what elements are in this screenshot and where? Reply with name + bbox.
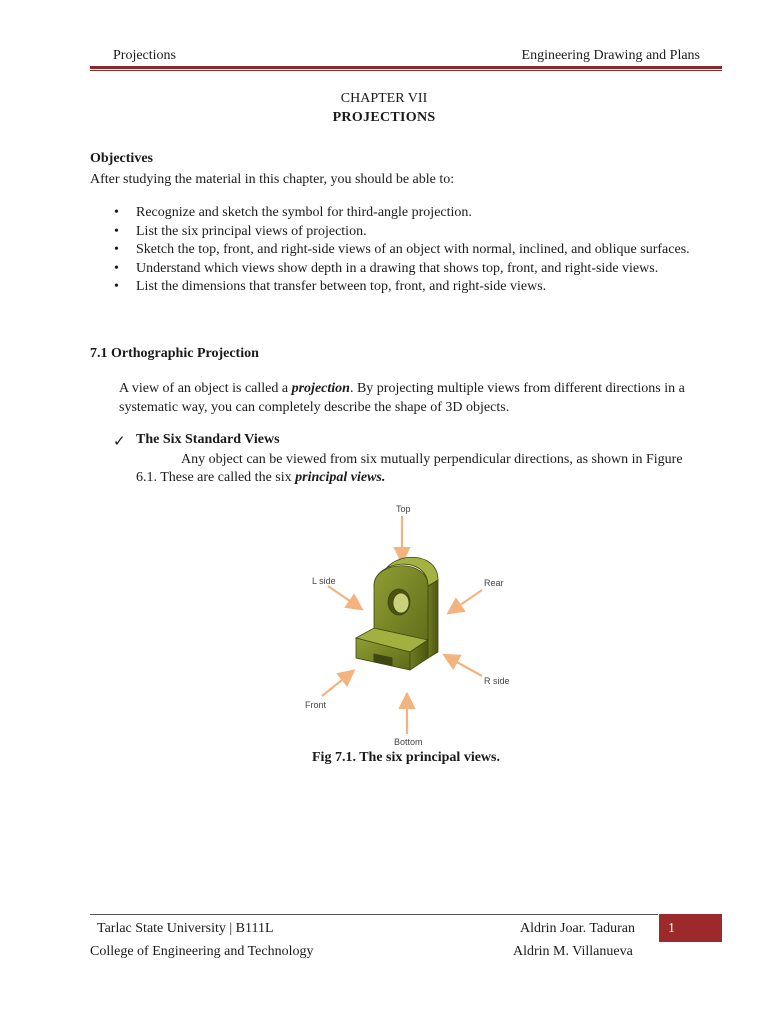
page-number: 1 bbox=[668, 921, 675, 936]
footer-author-2: Aldrin M. Villanueva bbox=[513, 944, 633, 959]
label-front: Front bbox=[305, 700, 327, 710]
header-divider-thin bbox=[90, 70, 722, 71]
objectives-heading: Objectives bbox=[90, 151, 153, 166]
label-top: Top bbox=[396, 504, 411, 514]
checkmark-icon: ✓ bbox=[113, 434, 126, 450]
objectives-intro: After studying the material in this chapter, you should be able to: bbox=[90, 172, 455, 187]
arrow-lside bbox=[328, 586, 360, 608]
bullet-icon: • bbox=[114, 260, 119, 276]
list-item: • List the six principal views of projection. bbox=[114, 223, 722, 242]
chapter-title: PROJECTIONS bbox=[332, 110, 436, 125]
figure-caption: Fig 7.1. The six principal views. bbox=[312, 750, 500, 765]
subsection-paragraph-line1: Any object can be viewed from six mutually perpendicular directions, as shown in Figure bbox=[181, 452, 683, 467]
footer-university: Tarlac State University | B111L bbox=[97, 921, 274, 936]
header-divider bbox=[90, 66, 722, 69]
subsection-paragraph-line2: 6.1. These are called the six principal views. bbox=[136, 470, 386, 485]
footer-divider bbox=[90, 914, 658, 915]
section-heading: 7.1 Orthographic Projection bbox=[90, 346, 259, 361]
list-item: • Sketch the top, front, and right-side views of an object with normal, inclined, and oblique surfaces. bbox=[114, 241, 722, 260]
list-item: • Recognize and sketch the symbol for third-angle projection. bbox=[114, 204, 722, 223]
term-projection: projection bbox=[291, 381, 350, 396]
label-rside: R side bbox=[484, 676, 510, 686]
arrow-rear bbox=[450, 590, 482, 612]
arrow-rside bbox=[446, 656, 482, 676]
section-paragraph: A view of an object is called a projection. By projecting multiple views from different directions in a systematic way, you can completely describe the shape of 3D objects. bbox=[119, 381, 685, 415]
chapter-number: CHAPTER VII bbox=[340, 91, 428, 106]
list-item: • Understand which views show depth in a drawing that shows top, front, and right-side views. bbox=[114, 260, 722, 279]
footer-college: College of Engineering and Technology bbox=[90, 944, 314, 959]
label-bottom: Bottom bbox=[394, 737, 423, 747]
arrow-front bbox=[322, 672, 352, 696]
header-right-title: Engineering Drawing and Plans bbox=[521, 48, 700, 63]
label-lside: L side bbox=[312, 576, 336, 586]
list-item: • List the dimensions that transfer between top, front, and right-side views. bbox=[114, 278, 722, 297]
label-rear: Rear bbox=[484, 578, 504, 588]
footer-author-1: Aldrin Joar. Taduran bbox=[520, 921, 636, 936]
bullet-icon: • bbox=[114, 242, 119, 257]
header-left-title: Projections bbox=[113, 48, 176, 63]
page-number-badge bbox=[659, 914, 722, 942]
bullet-icon: • bbox=[114, 205, 119, 220]
objectives-list bbox=[114, 204, 722, 297]
bullet-icon: • bbox=[114, 223, 119, 239]
term-principal-views: principal views. bbox=[295, 470, 386, 485]
object-model bbox=[356, 557, 438, 670]
bullet-icon: • bbox=[114, 279, 119, 294]
subsection-heading: The Six Standard Views bbox=[136, 432, 280, 447]
six-views-figure bbox=[300, 500, 510, 750]
